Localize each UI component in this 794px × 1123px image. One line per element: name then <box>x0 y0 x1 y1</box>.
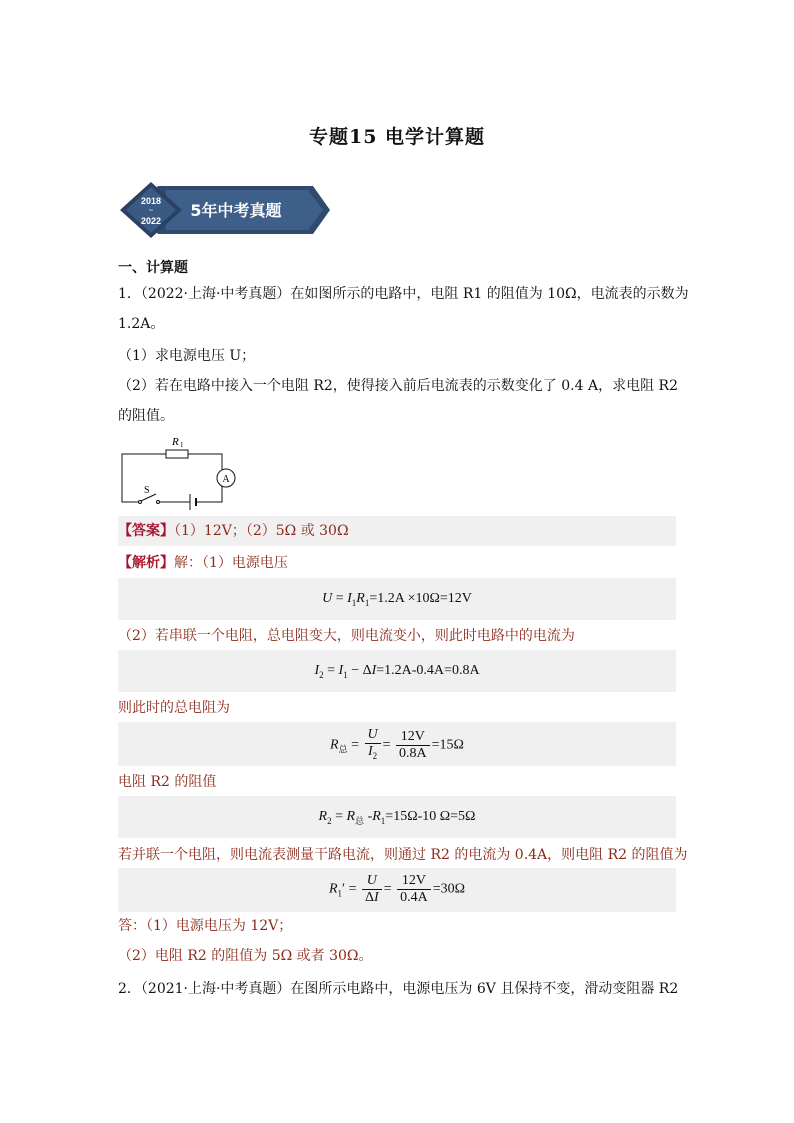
analysis-ans1: 答：（1）电源电压为 12V； <box>118 918 293 934</box>
eq5-fraction-values: $\frac{12V}{0.4A}$ <box>397 873 431 906</box>
q1-part2-line1: （2）若在电路中接入一个电阻 R2，使得接入前后电流表的示数变化了 0.4 A，求电阻 R2 <box>118 378 678 394</box>
q1-part2-line2: 的阻值。 <box>118 408 174 424</box>
answer-line <box>118 521 678 541</box>
answer-tag: 【答案】 <box>118 523 174 539</box>
eq4-rhs: =15Ω-10 Ω=5Ω <box>385 809 476 824</box>
analysis-ans2: （2）电阻 R2 的阻值为 5Ω 或者 30Ω。 <box>118 948 373 964</box>
q1-line1: 1．（2022·上海·中考真题）在如图所示的电路中，电阻 R1 的阻值为 10Ω，电流表的示数为 <box>118 286 689 302</box>
eq3-fraction-symbolic: $\frac{U}{I_2}$ <box>365 727 381 764</box>
ammeter-label: A <box>222 474 230 485</box>
analysis-p5: 若并联一个电阻，则电流表测量干路电流，则通过 R2 的电流为 0.4A，则电阻 R2 的阻值为 <box>118 847 688 863</box>
resistor-r1-symbol <box>166 450 188 458</box>
r1-label: R <box>172 436 179 448</box>
banner-year-top: 2018 <box>140 196 162 206</box>
q2-line1: 2．（2021·上海·中考真题）在图所示电路中，电源电压为 6V 且保持不变，滑动变阻器 R2 <box>118 981 679 997</box>
page-title: 专题15 电学计算题 <box>308 126 486 148</box>
analysis-tag: 【解析】 <box>118 555 174 571</box>
eq5-result: =30Ω <box>432 881 466 897</box>
switch-label: S <box>144 485 150 496</box>
q1-part1: （1）求电源电压 U； <box>118 348 256 364</box>
eq2-rhs: =1.2A-0.4A=0.8A <box>376 663 480 678</box>
equation-2: $I_2 = I_1 - \Delta I=1.2A-0.4A=0.8A$ <box>314 663 480 680</box>
analysis-intro: 解：（1）电源电压 <box>174 555 288 571</box>
equation-3: $R_总$ = $\frac{U}{I_2}$ = $\frac{12V}{0.8A}$ =15Ω <box>118 727 676 764</box>
banner-year-sep: ~ <box>148 206 154 215</box>
eq5-fraction-symbolic: $\frac{U}{\Delta I}$ <box>362 873 382 906</box>
analysis-intro-line <box>118 553 678 573</box>
analysis-p2: （2）若串联一个电阻，总电阻变大，则电流变小，则此时电路中的电流为 <box>118 628 575 644</box>
banner-label: 5年中考真题 <box>190 201 282 220</box>
analysis-p4: 电阻 R2 的阻值 <box>118 774 217 790</box>
eq1-rhs: =1.2A ×10Ω=12V <box>369 591 472 606</box>
circuit-diagram <box>118 430 248 510</box>
equation-5: $R_1'$ = $\frac{U}{\Delta I}$ = $\frac{12V}{0.4A}$ =30Ω <box>328 873 466 905</box>
eq3-fraction-values: $\frac{12V}{0.8A}$ <box>396 729 430 762</box>
q1-line2: 1.2A。 <box>118 316 165 332</box>
answer-text: （1）12V；（2）5Ω 或 30Ω <box>174 523 349 539</box>
equation-1: $U = I_1R_1=1.2A \times 10\Omega=12V$ <box>322 591 472 608</box>
banner-year-bottom: 2022 <box>140 216 162 226</box>
r1-subscript: 1 <box>180 441 184 449</box>
section-heading: 一、计算题 <box>118 260 188 276</box>
five-year-exam-banner <box>118 180 333 240</box>
equation-4: $R_2 = R_总$ $-R_1=15\Omega-10$ Ω=5Ω <box>318 809 476 826</box>
eq3-result: =15Ω <box>431 737 464 753</box>
analysis-p3: 则此时的总电阻为 <box>118 700 230 716</box>
